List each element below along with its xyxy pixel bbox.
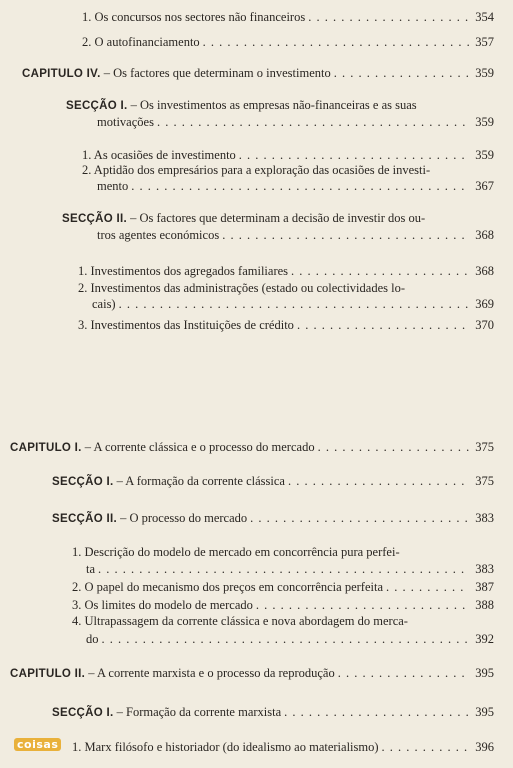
section-label: SECÇÃO II. xyxy=(62,213,127,225)
leader-dots xyxy=(102,632,470,647)
leader-dots xyxy=(308,10,469,25)
toc-chapter: CAPITULO I. – A corrente clássica e o processo do mercado . . . 375 xyxy=(10,440,494,456)
leader-dots xyxy=(284,705,469,720)
page-number: 354 xyxy=(475,10,494,24)
section-label: SECÇÃO II. xyxy=(52,513,117,525)
section-label: SECÇÃO I. xyxy=(52,476,114,488)
toc-entry: 3. Investimentos das Instituições de crédito . . . 370 xyxy=(78,318,494,333)
leader-dots xyxy=(297,318,469,333)
page-number: 396 xyxy=(475,740,494,754)
page-number: 387 xyxy=(475,580,494,594)
leader-dots xyxy=(291,264,469,279)
page-number: 392 xyxy=(475,632,494,646)
page-number: 388 xyxy=(475,598,494,612)
section-label: SECÇÃO I. xyxy=(66,100,128,112)
page-number: 359 xyxy=(475,115,494,129)
leader-dots xyxy=(250,511,469,526)
toc-entry: 3. Os limites do modelo de mercado . . . 388 xyxy=(72,598,494,613)
section-label: SECÇÃO I. xyxy=(52,707,114,719)
toc-entry-wrapped: 1. Descrição do modelo de mercado em concorrência pura perfei- xyxy=(72,545,400,559)
toc-entry: 2. O papel do mecanismo dos preços em concorrência perfeita . . . 387 xyxy=(72,580,494,595)
toc-section-heading: SECÇÃO I. – Os investimentos as empresas não-financeiras e as suas xyxy=(66,98,417,112)
toc-section: SECÇÃO II. – O processo do mercado . . . 383 xyxy=(52,511,494,527)
leader-dots xyxy=(318,440,469,455)
page-number: 359 xyxy=(475,66,494,80)
page-number: 359 xyxy=(475,148,494,162)
page-number: 357 xyxy=(475,35,494,49)
page-number: 368 xyxy=(475,264,494,278)
toc-entry: 1. As ocasiões de investimento . . . 359 xyxy=(82,148,494,163)
leader-dots xyxy=(239,148,469,163)
leader-dots xyxy=(157,115,469,130)
toc-section: SECÇÃO I. – A formação da corrente clássica . . . 375 xyxy=(52,474,494,490)
leader-dots xyxy=(256,598,469,613)
leader-dots xyxy=(386,580,469,595)
toc-chapter: CAPITULO II. – A corrente marxista e o processo da reprodução . . . 395 xyxy=(10,666,494,682)
toc-entry: tros agentes económicos . . . 368 xyxy=(97,228,494,243)
chapter-label: CAPITULO IV. xyxy=(22,68,101,80)
toc-entry: mento . . . 367 xyxy=(97,179,494,194)
leader-dots xyxy=(203,35,469,50)
leader-dots xyxy=(131,179,469,194)
leader-dots xyxy=(98,562,469,577)
toc-entry: 1. Investimentos dos agregados familiares . . . 368 xyxy=(78,264,494,279)
toc-entry: 2. O autofinanciamento . . . 357 xyxy=(82,35,494,50)
chapter-label: CAPITULO I. xyxy=(10,442,82,454)
toc-entry-wrapped: 2. Aptidão dos empresários para a exploração das ocasiões de investi- xyxy=(82,163,431,177)
chapter-label: CAPITULO II. xyxy=(10,668,86,680)
toc-entry-wrapped: 2. Investimentos das administrações (estado ou colectividades lo- xyxy=(78,281,405,295)
leader-dots xyxy=(222,228,469,243)
page-number: 375 xyxy=(475,474,494,488)
page-number: 367 xyxy=(475,179,494,193)
page-number: 369 xyxy=(475,297,494,311)
toc-chapter: CAPITULO IV. – Os factores que determinam o investimento . . . 359 xyxy=(22,66,494,82)
leader-dots xyxy=(338,666,469,681)
toc-entry: ta . . . 383 xyxy=(86,562,494,577)
toc-entry: motivações . . . 359 xyxy=(97,115,494,130)
watermark-logo: coisas xyxy=(14,738,61,751)
page-number: 383 xyxy=(475,511,494,525)
toc-entry-wrapped: 4. Ultrapassagem da corrente clássica e nova abordagem do merca- xyxy=(72,614,408,628)
page-number: 395 xyxy=(475,705,494,719)
page-number: 383 xyxy=(475,562,494,576)
leader-dots xyxy=(334,66,469,81)
toc-entry: do . . . 392 xyxy=(86,632,494,647)
leader-dots xyxy=(288,474,469,489)
page-number: 375 xyxy=(475,440,494,454)
toc-entry: cais) . . . 369 xyxy=(92,297,494,312)
toc-section: SECÇÃO I. – Formação da corrente marxista . . . 395 xyxy=(52,705,494,721)
toc-section-heading: SECÇÃO II. – Os factores que determinam a decisão de investir dos ou- xyxy=(62,211,426,225)
leader-dots xyxy=(119,297,469,312)
toc-entry: 1. Os concursos nos sectores não financeiros . . . 354 xyxy=(82,10,494,25)
page-number: 395 xyxy=(475,666,494,680)
page-number: 370 xyxy=(475,318,494,332)
toc-entry: 1. Marx filósofo e historiador (do idealismo ao materialismo) . . . 396 xyxy=(72,740,494,755)
page-number: 368 xyxy=(475,228,494,242)
leader-dots xyxy=(382,740,469,755)
